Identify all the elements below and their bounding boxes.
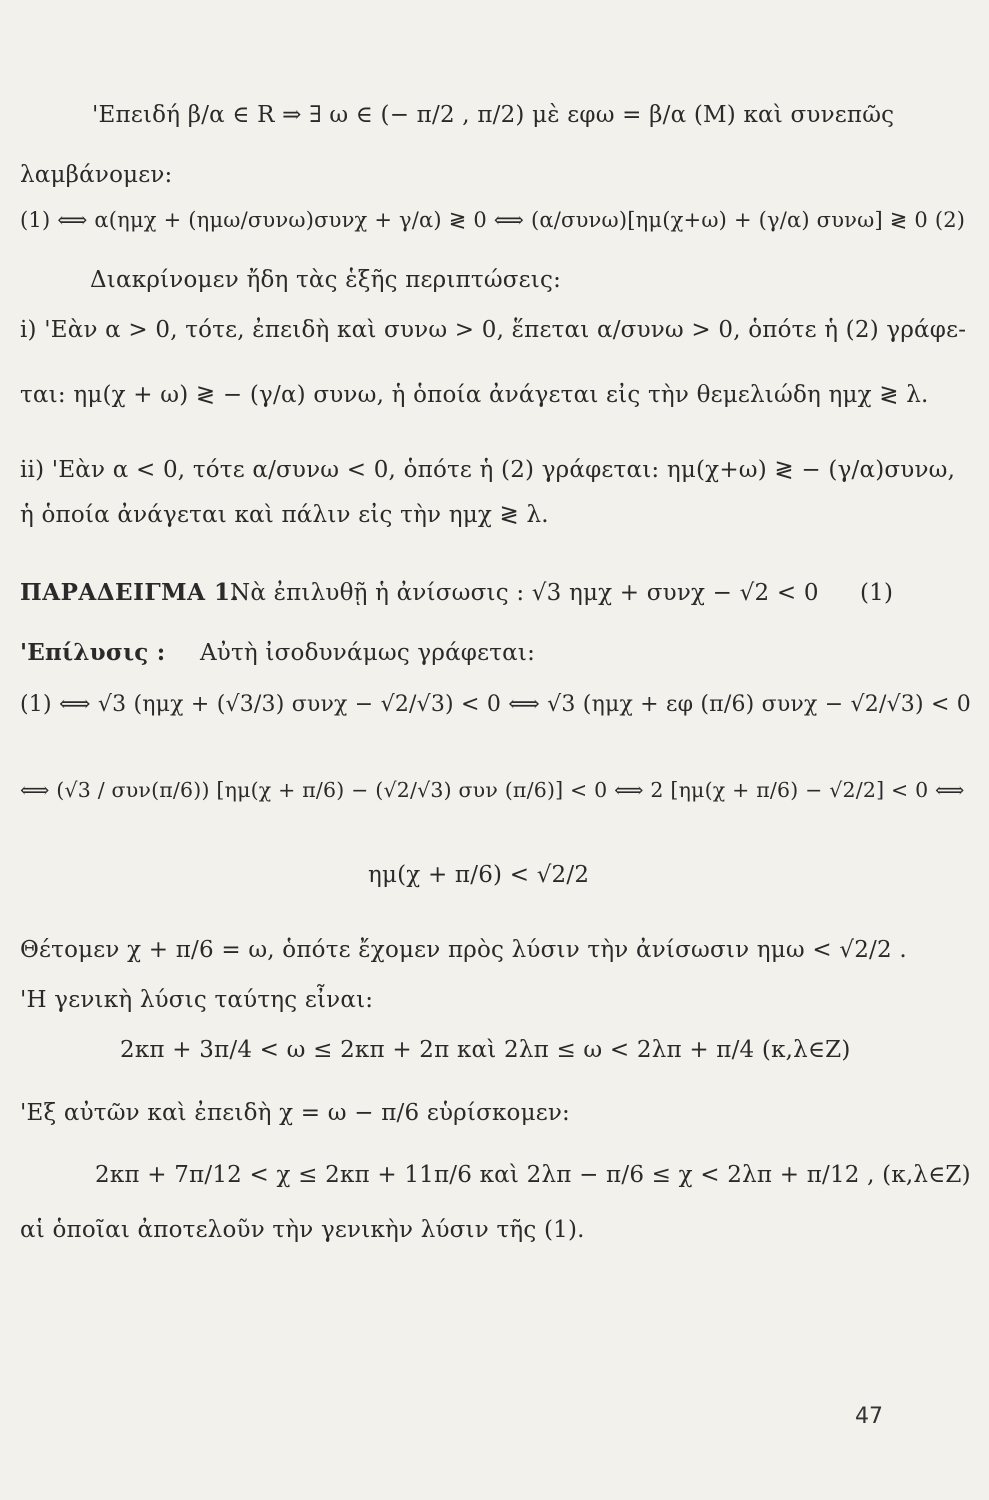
page-number: 47 — [855, 1404, 883, 1429]
solution-label: 'Επίλυσις : — [20, 639, 166, 666]
substitution-line: Θέτομεν χ + π/6 = ω, ὁπότε ἔχομεν πρὸς λύσιν τὴν ἀνίσωσιν ημω < √2/2 . — [20, 937, 907, 963]
closing-line: αἱ ὁποῖαι ἀποτελοῦν τὴν γενικὴν λύσιν τῆς (1). — [20, 1217, 585, 1243]
solution-step-1: (1) ⟺ √3 (ημχ + (√3/3) συνχ − √2/√3) < 0 ⟺ √3 (ημχ + εφ (π/6) συνχ − √2/√3) < 0 — [20, 692, 971, 717]
case-i-line-1: i) 'Εὰν α > 0, τότε, ἐπειδὴ καὶ συνω > 0, ἕπεται α/συνω > 0, ὁπότε ἡ (2) γράφε- — [20, 317, 967, 343]
general-solution-x: 2κπ + 7π/12 < χ ≤ 2κπ + 11π/6 καὶ 2λπ − π/6 ≤ χ < 2λπ + π/12 , (κ,λ∈Z) — [95, 1162, 971, 1188]
example-equation-number: (1) — [860, 580, 894, 606]
text-line-4: Διακρίνομεν ἤδη τὰς ἑξῆς περιπτώσεις: — [90, 267, 562, 293]
text-line-1: 'Επειδή β/α ∈ R ⇒ ∃ ω ∈ (− π/2 , π/2) μὲ εφω = β/α (M) καὶ συνεπῶς — [92, 102, 895, 128]
case-i-line-2: ται: ημ(χ + ω) ≷ − (γ/α) συνω, ἡ ὁποία ἀνάγεται εἰς τὴν θεμελιώδη ημχ ≷ λ. — [20, 382, 929, 408]
example-heading: ΠΑΡΑΔΕΙΓΜΑ 1. — [20, 579, 239, 606]
case-ii-line-1: ii) 'Εὰν α < 0, τότε α/συνω < 0, ὁπότε ἡ (2) γράφεται: ημ(χ+ω) ≷ − (γ/α)συνω, — [20, 457, 956, 483]
equation-line-1: (1) ⟺ α(ημχ + (ημω/συνω)συνχ + γ/α) ≷ 0 ⟺ (α/συνω)[ημ(χ+ω) + (γ/α) συνω] ≷ 0 (2) — [20, 208, 966, 232]
example-statement: Νὰ ἐπιλυθῇ ἡ ἀνίσωσις : √3 ημχ + συνχ − √2 < 0 — [230, 580, 819, 606]
case-ii-line-2: ἡ ὁποία ἀνάγεται καὶ πάλιν εἰς τὴν ημχ ≷ λ. — [20, 502, 549, 528]
general-solution-omega: 2κπ + 3π/4 < ω ≤ 2κπ + 2π καὶ 2λπ ≤ ω < 2λπ + π/4 (κ,λ∈Z) — [120, 1037, 851, 1063]
text-line-2: λαμβάνομεν: — [20, 162, 173, 188]
solution-step-2: ⟺ (√3 / συν(π/6)) [ημ(χ + π/6) − (√2/√3) συν (π/6)] < 0 ⟺ 2 [ημ(χ + π/6) − √2/2] < 0 ⟺ — [20, 778, 965, 802]
solution-intro: Αὐτὴ ἰσοδυνάμως γράφεται: — [200, 640, 536, 666]
back-substitution-line: 'Εξ αὐτῶν καὶ ἐπειδὴ χ = ω − π/6 εὑρίσκομεν: — [20, 1100, 570, 1126]
general-solution-intro: 'Η γενικὴ λύσις ταύτης εἶναι: — [20, 987, 374, 1013]
solution-step-3: ημ(χ + π/6) < √2/2 — [368, 862, 590, 888]
